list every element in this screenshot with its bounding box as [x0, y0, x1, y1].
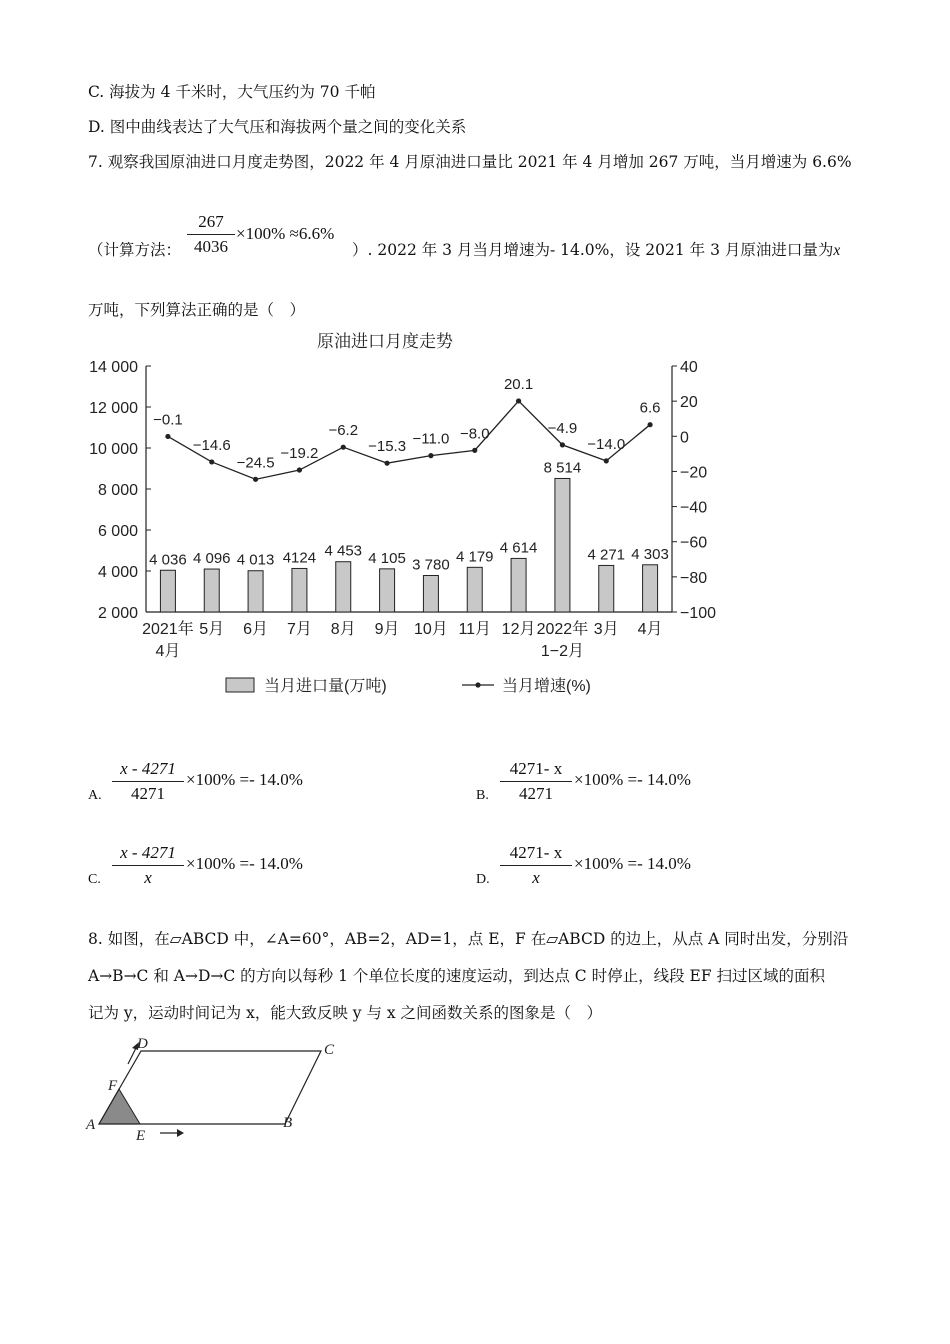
growth-point: [209, 459, 214, 464]
shaded-triangle: [99, 1089, 140, 1124]
q7-frac-den: 4036: [194, 237, 228, 256]
opt-c-num: x - 4271: [120, 843, 176, 862]
growth-value-label: 6.6: [639, 399, 661, 417]
opt-c-fraction: [112, 842, 184, 889]
growth-point: [516, 398, 521, 403]
opt-d-num: 4271- x: [509, 843, 563, 862]
x-tick-label-line2: 1−2月: [540, 643, 584, 660]
bar: [248, 571, 263, 612]
label-f: F: [108, 1078, 118, 1094]
q8-line-1: 8. 如图，在▱ABCD 中，∠A=60°，AB=2，AD=1，点 E，F 在▱ABCD 的边上，从点 A 同时出发，分别沿: [88, 930, 849, 948]
bar: [292, 568, 307, 612]
opt-d-label: D.: [476, 872, 490, 887]
opt-a-tail: ×100% =- 14.0%: [186, 770, 303, 789]
opt-b-fraction: [500, 758, 572, 805]
opt-d-fraction: [500, 842, 572, 889]
right-tick-label: 40: [680, 359, 698, 376]
opt-b-den: 4271: [519, 784, 553, 803]
opt-b-num: 4271- x: [509, 759, 563, 778]
growth-value-label: −14.6: [192, 436, 231, 454]
bar-value-label: 4 179: [455, 548, 494, 566]
bar: [160, 570, 175, 612]
legend-bar-label: 当月进口量(万吨): [264, 678, 387, 695]
right-tick-label: −40: [680, 499, 708, 517]
label-e: E: [136, 1128, 146, 1144]
bar-value-label: 4 614: [499, 539, 538, 557]
frac-bar: [500, 865, 572, 866]
frac-bar: [112, 781, 184, 782]
q7-line-1: 7. 观察我国原油进口月度走势图，2022 年 4 月原油进口量比 2021 年 4 月增加 267 万吨，当月增速为 6.6%: [88, 153, 852, 171]
left-tick-label: 4 000: [97, 564, 138, 581]
q7-var: x: [833, 242, 841, 259]
bar: [511, 558, 526, 612]
q8-line-3: 记为 y，运动时间记为 x，能大致反映 y 与 x 之间函数关系的图象是（ ）: [88, 1004, 603, 1022]
growth-point: [341, 445, 346, 450]
growth-point: [647, 422, 652, 427]
x-tick-label: 7月: [286, 621, 312, 638]
growth-value-label: −15.3: [368, 438, 407, 456]
x-tick-label: 10月: [414, 621, 448, 638]
opt-a-label: A.: [88, 788, 102, 803]
x-tick-label: 2021年: [142, 621, 194, 638]
q7-line-3: 万吨，下列算法正确的是（ ）: [88, 301, 306, 319]
opt-b-label: B.: [476, 788, 489, 803]
x-tick-label: 11月: [458, 621, 492, 638]
growth-value-label: −6.2: [328, 422, 359, 440]
q7-frac-tail: ×100% ≈6.6%: [236, 224, 335, 243]
x-tick-label: 9月: [374, 621, 400, 638]
bar: [599, 565, 614, 612]
label-a: A: [86, 1117, 96, 1133]
growth-value-label: −24.5: [236, 454, 275, 472]
opt-c-tail: ×100% =- 14.0%: [186, 854, 303, 873]
bar: [336, 562, 351, 612]
chart-legend: [226, 677, 591, 695]
left-tick-label: 14 000: [89, 359, 138, 376]
growth-point: [472, 448, 477, 453]
frac-bar: [112, 865, 184, 866]
label-d: D: [137, 1036, 148, 1052]
opt-a-fraction: [112, 758, 184, 805]
bar: [380, 569, 395, 612]
opt-d-tail: ×100% =- 14.0%: [574, 854, 691, 873]
bar: [555, 478, 570, 612]
bar: [423, 576, 438, 612]
right-tick-label: −100: [680, 605, 717, 622]
growth-value-label: −0.1: [153, 411, 183, 429]
growth-value-label: −8.0: [459, 425, 490, 443]
x-tick-label: 6月: [243, 621, 269, 638]
x-tick-label: 8月: [330, 621, 356, 638]
x-tick-label: 3月: [593, 621, 619, 638]
opt-a-den: 4271: [131, 784, 165, 803]
growth-value-label: 20.1: [503, 375, 534, 393]
bar-value-label: 8 514: [543, 459, 582, 477]
x-tick-label: 5月: [199, 621, 225, 638]
opt-b-tail: ×100% =- 14.0%: [574, 770, 691, 789]
bar-value-label: 3 780: [412, 556, 450, 574]
growth-point: [297, 467, 302, 472]
label-c: C: [324, 1042, 335, 1058]
growth-point: [384, 461, 389, 466]
bar-value-label: 4 036: [149, 551, 187, 569]
growth-point: [604, 458, 609, 463]
right-tick-label: 20: [680, 394, 698, 412]
growth-value-label: −4.9: [547, 419, 578, 437]
bar-value-label: 4 105: [368, 549, 406, 567]
growth-value-label: −19.2: [280, 445, 319, 463]
x-tick-label: 4月: [637, 621, 663, 638]
label-b: B: [283, 1115, 293, 1131]
bar-value-label: 4 013: [236, 551, 275, 569]
growth-point: [165, 434, 170, 439]
bar-value-label: 4 271: [587, 546, 626, 564]
right-tick-label: −80: [680, 569, 708, 587]
right-tick-label: −20: [680, 464, 708, 482]
left-tick-label: 8 000: [97, 482, 138, 499]
x-tick-label-line2: 4月: [155, 643, 181, 660]
legend-line-dot: [475, 682, 480, 687]
q8-line-2: A→B→C 和 A→D→C 的方向以每秒 1 个单位长度的速度运动，到达点 C 时停止，线段 EF 扫过区域的面积: [88, 967, 826, 985]
left-tick-label: 2 000: [97, 605, 138, 622]
growth-point: [560, 442, 565, 447]
opt-c-den: x: [144, 868, 152, 887]
parallelogram-figure: [80, 1030, 380, 1150]
left-tick-label: 6 000: [97, 523, 138, 540]
option-c-line: C. 海拔为 4 千米时，大气压约为 70 千帕: [88, 83, 376, 101]
bar-value-label: 4 453: [324, 542, 363, 560]
chart-title: 原油进口月度走势: [317, 332, 453, 351]
x-tick-label: 12月: [501, 621, 536, 638]
growth-value-label: −14.0: [587, 435, 626, 453]
q7-line-2a: （计算方法：: [88, 241, 182, 259]
arrow-e-head: [177, 1129, 184, 1137]
growth-point: [253, 477, 258, 482]
bar: [643, 565, 658, 612]
left-tick-label: 10 000: [89, 441, 138, 458]
frac-bar: [500, 781, 572, 782]
x-tick-label: 2022年: [536, 621, 589, 638]
right-tick-label: −60: [680, 534, 708, 552]
chart-body: [89, 359, 716, 660]
opt-c-label: C.: [88, 872, 101, 887]
bar-value-label: 4 096: [192, 550, 231, 568]
bar-value-label: 4124: [282, 549, 317, 567]
left-tick-label: 12 000: [89, 400, 138, 417]
right-tick-label: 0: [680, 429, 689, 447]
q7-frac-num: 267: [198, 212, 224, 231]
legend-bar-swatch: [226, 678, 254, 692]
bar: [467, 567, 482, 612]
opt-a-num: x - 4271: [120, 759, 176, 778]
bar: [204, 569, 219, 612]
opt-d-den: x: [532, 868, 540, 887]
option-d-line: D. 图中曲线表达了大气压和海拔两个量之间的变化关系: [88, 118, 467, 136]
q7-line-2b-text: ）. 2022 年 3 月当月增速为- 14.0%，设 2021 年 3 月原油进口量为: [352, 241, 834, 259]
growth-value-label: −11.0: [412, 430, 450, 448]
growth-point: [428, 453, 433, 458]
bar-value-label: 4 303: [631, 545, 669, 563]
legend-line-label: 当月增速(%): [502, 678, 591, 695]
